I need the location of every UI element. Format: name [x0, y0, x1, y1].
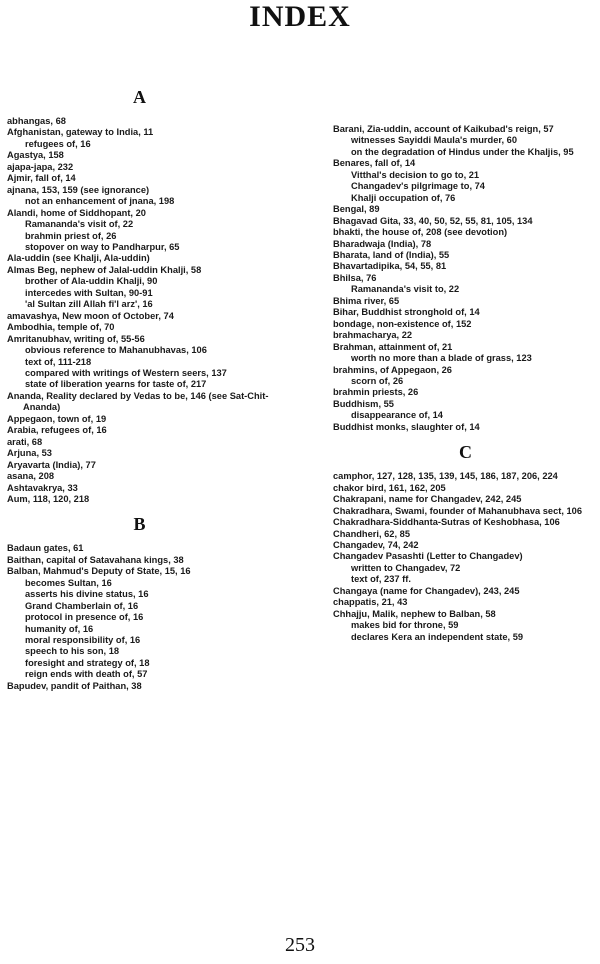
- section-letter-c: C: [459, 442, 472, 463]
- index-entry: brahmins, of Appegaon, 26: [333, 364, 452, 375]
- index-subentry: speech to his son, 18: [25, 646, 120, 657]
- index-entry: Bapudev, pandit of Paithan, 38: [7, 680, 142, 691]
- entries-c: [333, 471, 598, 643]
- index-subentry: brahmin priest of, 26: [25, 230, 117, 241]
- index-entry: abhangas, 68: [7, 116, 66, 126]
- entries-a: [7, 116, 272, 505]
- index-subentry: Grand Chamberlain of, 16: [25, 600, 139, 611]
- index-subentry: humanity of, 16: [25, 623, 94, 634]
- index-entry: Bhilsa, 76: [333, 272, 377, 283]
- index-entry: Bharata, land of (India), 55: [333, 249, 450, 260]
- index-subentry: state of liberation yearns for taste of, 217: [25, 379, 207, 390]
- index-subentry: witnesses Sayiddi Maula's murder, 60: [351, 135, 518, 146]
- section-letter-b: B: [133, 514, 146, 535]
- index-entry: Bhavartadipika, 54, 55, 81: [333, 261, 447, 272]
- entries-b: [7, 543, 272, 692]
- page-number: 253: [285, 934, 315, 956]
- index-entry: camphor, 127, 128, 135, 139, 145, 186, 187, 206, 224: [333, 471, 558, 482]
- index-subentry: disappearance of, 14: [351, 410, 443, 421]
- index-entry: Arjuna, 53: [7, 448, 52, 459]
- index-entry: amavashya, New moon of October, 74: [7, 310, 174, 321]
- index-subentry: declares Kera an independent state, 59: [351, 631, 524, 642]
- index-subentry: protocol in presence of, 16: [25, 612, 144, 623]
- index-subentry: foresight and strategy of, 18: [25, 657, 150, 668]
- index-subentry: becomes Sultan, 16: [25, 577, 112, 588]
- index-subentry: asserts his divine status, 16: [25, 589, 149, 600]
- page-title: INDEX: [249, 0, 351, 33]
- index-subentry: stopover on way to Pandharpur, 65: [25, 241, 180, 252]
- index-entry: Buddhism, 55: [333, 398, 394, 409]
- index-subentry: Changadev's pilgrimage to, 74: [351, 181, 485, 192]
- index-entry: Changadev Pasashti (Letter to Changadev): [333, 551, 523, 562]
- index-subentry: obvious reference to Mahanubhavas, 106: [25, 345, 207, 356]
- index-entry: arati, 68: [7, 436, 43, 447]
- index-entry: Ambodhia, temple of, 70: [7, 322, 115, 333]
- index-entry: Bhagavad Gita, 33, 40, 50, 52, 55, 81, 105, 134: [333, 215, 533, 226]
- index-entry: Aum, 118, 120, 218: [7, 493, 90, 504]
- index-entry: Bengal, 89: [333, 204, 380, 215]
- index-entry: Balban, Mahmud's Deputy of State, 15, 16: [7, 566, 191, 577]
- index-entry: Chakradhara, Swami, founder of Mahanubhava sect, 106: [333, 505, 583, 516]
- index-entry: Alandi, home of Siddhopant, 20: [7, 207, 146, 218]
- index-entry: Bharadwaja (India), 78: [333, 238, 432, 249]
- index-entry: Brahman, attainment of, 21: [333, 341, 453, 352]
- index-subentry: moral responsibility of, 16: [25, 635, 141, 646]
- index-entry: bondage, non-existence of, 152: [333, 318, 472, 329]
- index-entry: Ashtavakrya, 33: [7, 482, 78, 493]
- index-entry: Barani, Zia-uddin, account of Kaikubad's reign, 57: [333, 124, 554, 134]
- index-subentry: Khalji occupation of, 76: [351, 192, 456, 203]
- index-subentry: makes bid for throne, 59: [351, 620, 459, 631]
- index-entry: Ajmir, fall of, 14: [7, 173, 76, 184]
- index-subentry: scorn of, 26: [351, 375, 404, 386]
- index-subentry: text of, 111-218: [25, 356, 92, 367]
- index-subentry: compared with writings of Western seers, 137: [25, 367, 227, 378]
- index-entry: Chakradhara-Siddhanta-Sutras of Keshobhasa, 106: [333, 517, 560, 528]
- index-subentry: not an enhancement of jnana, 198: [25, 196, 175, 207]
- left-column: [7, 86, 272, 692]
- index-entry: brahmin priests, 26: [333, 387, 419, 398]
- index-entry: Ananda, Reality declared by Vedas to be, 146 (see Sat-Chit-Ananda): [7, 390, 269, 413]
- index-subentry: intercedes with Sultan, 90-91: [25, 287, 153, 298]
- index-entry: Benares, fall of, 14: [333, 158, 416, 169]
- right-column: [333, 124, 598, 643]
- index-subentry: Ramananda's visit of, 22: [25, 219, 134, 230]
- index-subentry: Vitthal's decision to go to, 21: [351, 169, 480, 180]
- index-entry: Amritanubhav, writing of, 55-56: [7, 333, 145, 344]
- index-subentry: text of, 237 ff.: [351, 574, 411, 585]
- section-letter-a: A: [133, 87, 146, 107]
- index-entry: Chandheri, 62, 85: [333, 528, 410, 539]
- index-entry: chakor bird, 161, 162, 205: [333, 482, 446, 493]
- index-entry: Afghanistan, gateway to India, 11: [7, 127, 154, 138]
- index-entry: Changadev, 74, 242: [333, 539, 419, 550]
- index-entry: Appegaon, town of, 19: [7, 413, 107, 424]
- index-entry: ajapa-japa, 232: [7, 161, 74, 172]
- index-entry: Bihar, Buddhist stronghold of, 14: [333, 307, 480, 318]
- index-entry: Chhajju, Malik, nephew to Balban, 58: [333, 608, 496, 619]
- index-entry: Aryavarta (India), 77: [7, 459, 96, 470]
- index-entry: Arabia, refugees of, 16: [7, 425, 107, 436]
- index-subentry: Ramananda's visit to, 22: [351, 284, 460, 295]
- index-entry: Ala-uddin (see Khalji, Ala-uddin): [7, 253, 150, 264]
- index-entry: chappatis, 21, 43: [333, 597, 408, 608]
- index-entry: Bhima river, 65: [333, 295, 400, 306]
- index-subentry: reign ends with death of, 57: [25, 669, 148, 680]
- index-subentry: on the degradation of Hindus under the Khaljis, 95: [351, 146, 574, 157]
- index-subentry: 'al Sultan zill Allah fi'l arz', 16: [25, 299, 153, 310]
- index-subentry: refugees of, 16: [25, 138, 91, 149]
- index-entry: bhakti, the house of, 208 (see devotion): [333, 227, 508, 238]
- index-entry: ajnana, 153, 159 (see ignorance): [7, 184, 150, 195]
- entries-b-continued: [333, 124, 598, 433]
- index-entry: Changaya (name for Changadev), 243, 245: [333, 585, 520, 596]
- index-subentry: written to Changadev, 72: [351, 562, 461, 573]
- index-subentry: worth no more than a blade of grass, 123: [351, 353, 532, 364]
- index-entry: Baithan, capital of Satavahana kings, 38: [7, 554, 184, 565]
- index-entry: Badaun gates, 61: [7, 543, 84, 554]
- index-entry: Almas Beg, nephew of Jalal-uddin Khalji, 58: [7, 264, 202, 275]
- index-entry: Buddhist monks, slaughter of, 14: [333, 421, 480, 432]
- index-entry: Chakrapani, name for Changadev, 242, 245: [333, 494, 522, 505]
- index-entry: Agastya, 158: [7, 150, 64, 161]
- index-subentry: brother of Ala-uddin Khalji, 90: [25, 276, 158, 287]
- index-entry: brahmacharya, 22: [333, 330, 413, 341]
- index-entry: asana, 208: [7, 471, 55, 482]
